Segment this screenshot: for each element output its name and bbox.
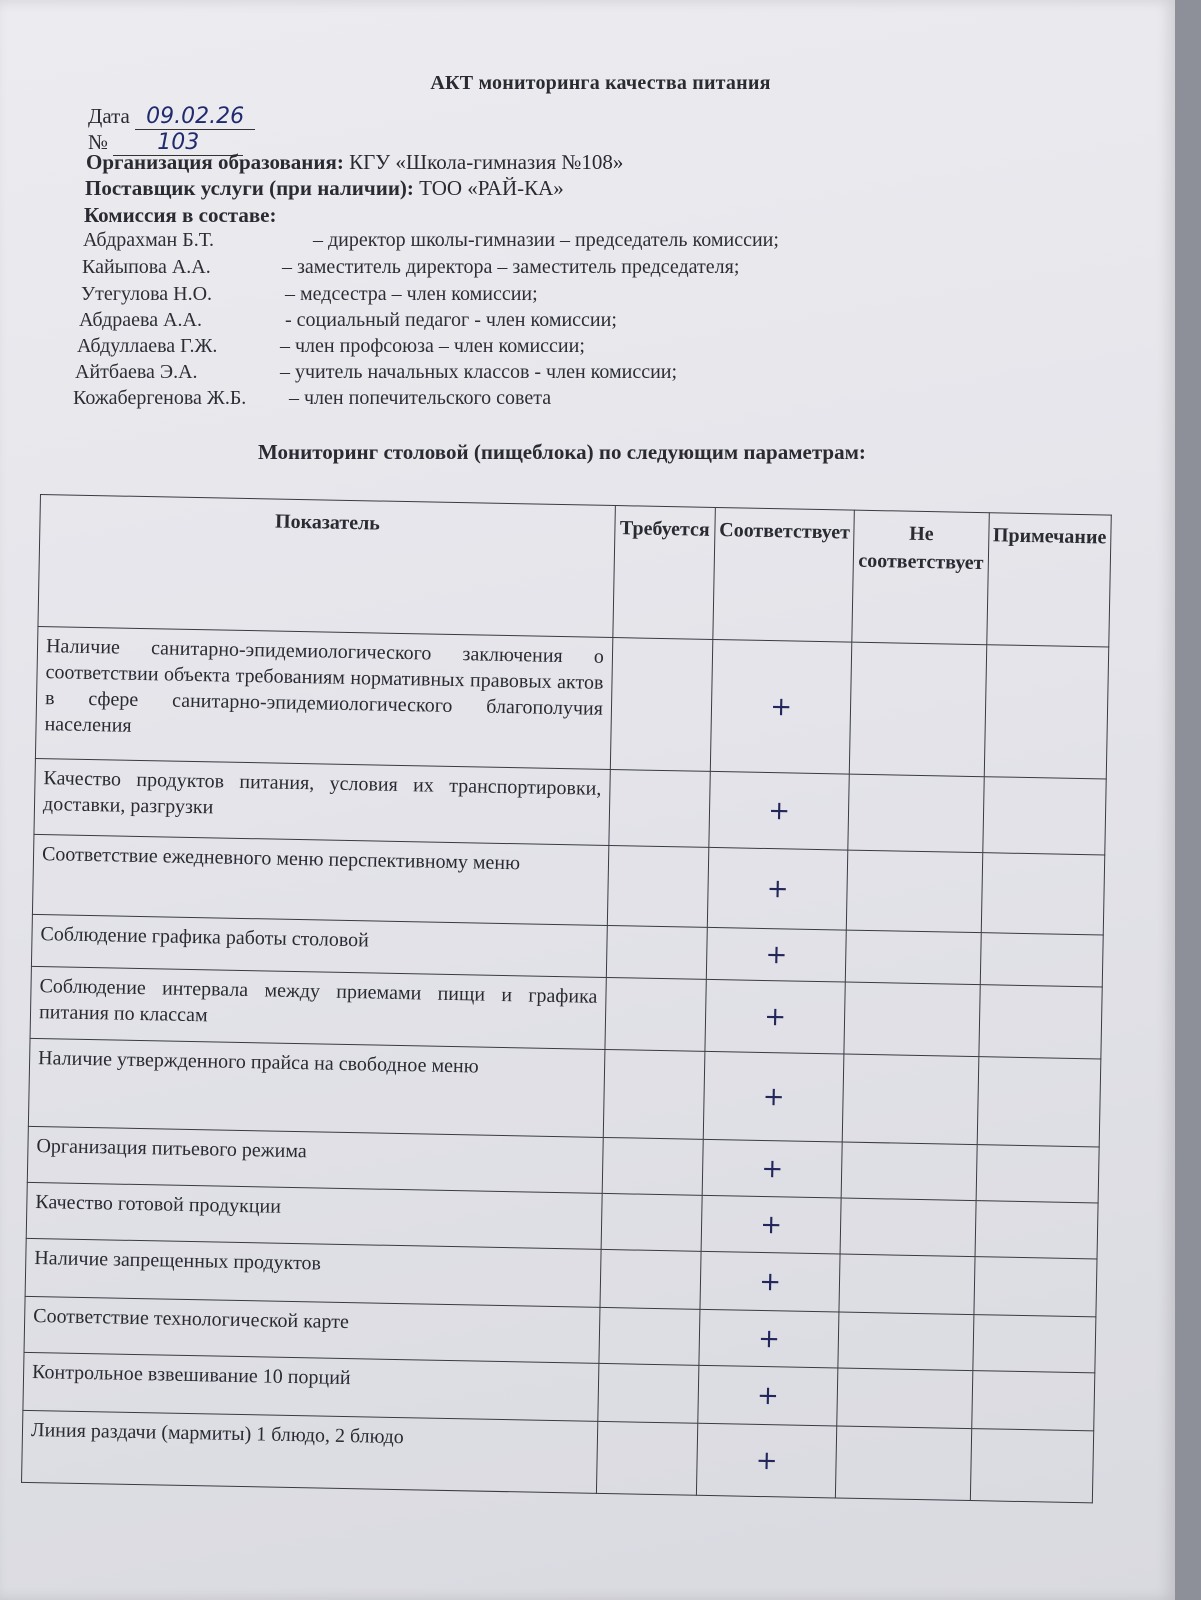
indicator-cell: Наличие утвержденного прайса на свободное меню bbox=[28, 1038, 605, 1137]
not-complies-cell bbox=[836, 1426, 971, 1501]
commission-member bbox=[83, 229, 779, 252]
date-value: 09.02.26 bbox=[135, 104, 255, 130]
date-line bbox=[88, 104, 255, 130]
complies-mark: + bbox=[700, 1251, 841, 1312]
complies-mark: + bbox=[696, 1423, 837, 1498]
note-cell bbox=[972, 1315, 1095, 1373]
complies-mark: + bbox=[709, 771, 850, 850]
commission-member bbox=[82, 256, 740, 279]
not-complies-cell bbox=[844, 982, 979, 1057]
note-cell bbox=[977, 1057, 1101, 1147]
header-required: Требуется bbox=[613, 506, 715, 640]
indicator-cell: Наличие санитарно-эпидемиологического заключения о соответствии объекта требованиям нормативных правовых актов в сфере санитарно-эпидемиологического благополучия населения bbox=[35, 626, 612, 769]
required-cell bbox=[603, 1049, 705, 1139]
required-cell bbox=[596, 1421, 697, 1495]
member-role: – член профсоюза – член комиссии; bbox=[280, 335, 585, 357]
required-cell bbox=[599, 1307, 700, 1365]
indicator-cell: Соблюдение интервала между приемами пищи и графика питания по классам bbox=[30, 966, 606, 1049]
complies-mark: + bbox=[701, 1195, 842, 1254]
monitoring-table bbox=[21, 494, 1112, 1503]
header-note: Примечание bbox=[986, 513, 1111, 647]
member-name: Абдуллаева Г.Ж. bbox=[77, 335, 218, 357]
not-complies-cell bbox=[846, 930, 981, 985]
number-label: № bbox=[88, 130, 109, 154]
complies-mark: + bbox=[702, 1139, 843, 1198]
not-complies-cell bbox=[848, 774, 984, 853]
member-name: Айтбаева Э.А. bbox=[75, 361, 198, 383]
complies-mark: + bbox=[698, 1365, 839, 1426]
indicator-cell: Соответствие технологической карте bbox=[24, 1296, 600, 1363]
indicator-cell: Организация питьевого режима bbox=[27, 1126, 603, 1193]
complies-mark: + bbox=[710, 639, 852, 774]
note-cell bbox=[973, 1257, 1097, 1317]
note-cell bbox=[981, 853, 1105, 935]
document-title: АКТ мониторинга качества питания bbox=[430, 72, 771, 94]
member-name: Абдраева А.А. bbox=[79, 309, 202, 331]
complies-mark: + bbox=[703, 1051, 844, 1142]
supplier-value: ТОО «РАЙ-КА» bbox=[419, 176, 564, 200]
indicator-cell: Качество продуктов питания, условия их транспортировки, доставки, разгрузки bbox=[34, 758, 610, 845]
note-cell bbox=[976, 1145, 1099, 1203]
not-complies-cell bbox=[850, 642, 987, 777]
header-not-complies: Не соответствует bbox=[852, 510, 989, 645]
note-cell bbox=[980, 933, 1103, 987]
required-cell bbox=[598, 1363, 699, 1423]
commission-label: Комиссия в составе: bbox=[84, 203, 277, 227]
indicator-cell: Линия раздачи (мармиты) 1 блюдо, 2 блюдо bbox=[22, 1410, 598, 1493]
header-indicator: Показатель bbox=[38, 495, 615, 638]
member-name: Кайыпова А.А. bbox=[82, 256, 211, 278]
header-complies: Соответствует bbox=[713, 507, 855, 642]
complies-mark: + bbox=[706, 927, 847, 982]
not-complies-cell bbox=[842, 1142, 977, 1201]
commission-member bbox=[75, 361, 678, 384]
not-complies-cell bbox=[843, 1054, 979, 1145]
indicator-cell: Контрольное взвешивание 10 порций bbox=[23, 1352, 599, 1421]
not-complies-cell bbox=[847, 850, 983, 933]
table-row bbox=[35, 626, 1108, 779]
complies-mark: + bbox=[705, 979, 846, 1054]
supplier-label: Поставщик услуги (при наличии): bbox=[85, 176, 414, 200]
organization-value: КГУ «Школа-гимназия №108» bbox=[349, 150, 624, 174]
member-role: – учитель начальных классов - член комиссии; bbox=[280, 361, 678, 383]
required-cell bbox=[606, 925, 707, 979]
supplier-line bbox=[85, 176, 564, 201]
required-cell bbox=[601, 1193, 702, 1251]
not-complies-cell bbox=[838, 1312, 973, 1371]
member-name: Абдрахман Б.Т. bbox=[83, 229, 214, 251]
table-header-row bbox=[38, 495, 1111, 648]
not-complies-cell bbox=[839, 1254, 974, 1315]
not-complies-cell bbox=[841, 1198, 976, 1257]
note-cell bbox=[970, 1429, 1094, 1503]
required-cell bbox=[610, 638, 712, 772]
indicator-cell: Наличие запрещенных продуктов bbox=[25, 1238, 601, 1307]
commission-heading bbox=[84, 203, 277, 228]
note-cell bbox=[978, 985, 1102, 1059]
organization-line bbox=[86, 150, 623, 175]
required-cell bbox=[605, 977, 706, 1051]
member-name: Утегулова Н.О. bbox=[81, 283, 213, 305]
member-role: - социальный педагог - член комиссии; bbox=[285, 309, 617, 331]
note-cell bbox=[971, 1371, 1095, 1431]
commission-member bbox=[77, 335, 585, 358]
note-cell bbox=[975, 1201, 1098, 1259]
commission-member bbox=[81, 283, 538, 306]
member-role: – член попечительского совета bbox=[289, 387, 552, 409]
required-cell bbox=[602, 1137, 703, 1195]
member-role: – заместитель директора – заместитель председателя; bbox=[282, 256, 740, 278]
commission-member bbox=[73, 387, 552, 410]
indicator-cell: Качество готовой продукции bbox=[26, 1182, 602, 1249]
complies-mark: + bbox=[707, 847, 848, 930]
indicator-cell: Соответствие ежедневного меню перспективному меню bbox=[32, 834, 608, 925]
not-complies-cell bbox=[837, 1368, 972, 1429]
note-cell bbox=[984, 645, 1109, 779]
required-cell bbox=[609, 769, 710, 847]
member-role: – директор школы-гимназии – председатель комиссии; bbox=[313, 229, 779, 251]
note-cell bbox=[982, 777, 1106, 855]
member-role: – медсестра – член комиссии; bbox=[285, 283, 538, 305]
complies-mark: + bbox=[699, 1309, 840, 1368]
section-title: Мониторинг столовой (пищеблока) по следующим параметрам: bbox=[258, 440, 866, 464]
member-name: Кожабергенова Ж.Б. bbox=[73, 387, 247, 409]
indicator-cell: Соблюдение графика работы столовой bbox=[31, 914, 607, 977]
date-label: Дата bbox=[88, 104, 130, 128]
required-cell bbox=[600, 1249, 701, 1309]
number-value: 103 bbox=[113, 130, 243, 156]
commission-member bbox=[79, 309, 617, 332]
required-cell bbox=[607, 845, 708, 927]
organization-label: Организация образования: bbox=[86, 150, 344, 174]
